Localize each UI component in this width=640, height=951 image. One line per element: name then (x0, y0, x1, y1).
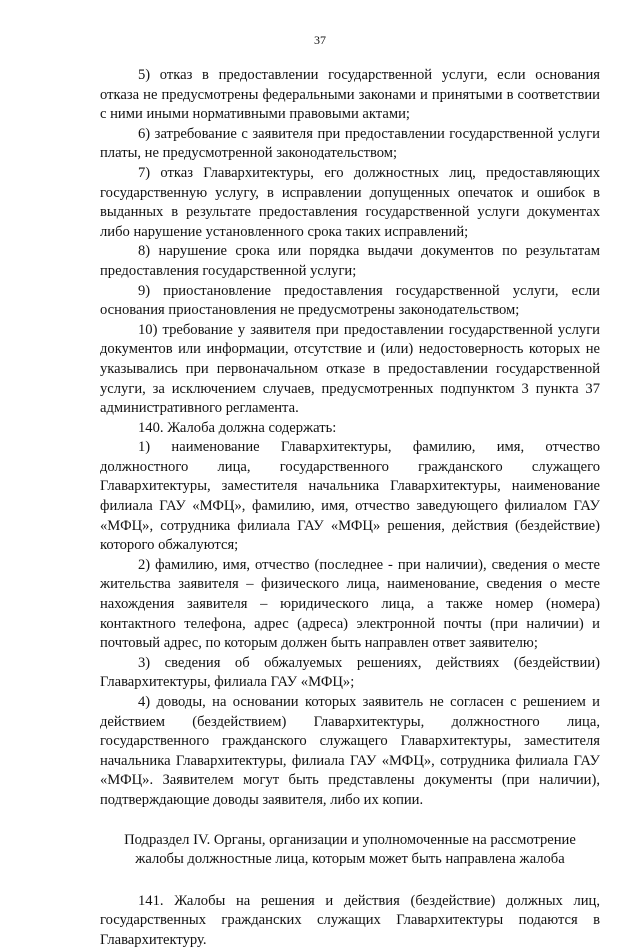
subsection-heading (100, 831, 600, 870)
page-number: 37 (314, 33, 326, 47)
subsection-heading-line-2: жалобы должностные лица, которым может быть направлена жалоба (135, 851, 565, 868)
paragraph-clause-140: 140. Жалоба должна содержать: (138, 419, 337, 436)
paragraph-clause-141: 141. Жалобы на решения и действия (бездействие) должных лиц, государственных гражданских служащих Главархитектуры подаются в Главархитектуру. (100, 892, 600, 948)
paragraph-item-5: 5) отказ в предоставлении государственной услуги, если основания отказа не предусмотрены федеральными законами и принятыми в соответствии с ними иными нормативными правовыми актами; (100, 67, 600, 123)
paragraph-140-item-2: 2) фамилию, имя, отчество (последнее - при наличии), сведения о месте жительства заявителя – физического лица, наименование, сведения о месте нахождения заявителя – юридического лица, а также номер (номера) контактного телефона, адрес (адреса) электронной почты (при наличии) и почтовый адрес, по которым должен быть направлен ответ заявителю; (100, 556, 600, 652)
paragraph-140-item-1: 1) наименование Главархитектуры, фамилию, имя, отчество должностного лица, государственного гражданского служащего Главархитектуры, заместителя начальника Главархитектуры, наименование филиала ГАУ «МФЦ», фамилию, имя, отчество заведующего филиалом ГАУ «МФЦ», сотрудника филиала ГАУ «МФЦ» решения, действия (бездействие) которого обжалуются; (100, 439, 600, 554)
subsection-heading-line-1: Подраздел IV. Органы, организации и уполномоченные на рассмотрение (124, 831, 576, 848)
paragraph-item-8: 8) нарушение срока или порядка выдачи документов по результатам предоставления государственной услуги; (100, 243, 600, 279)
paragraph-item-10: 10) требование у заявителя при предоставлении государственной услуги документов или информации, отсутствие и (или) недостоверность которых не указывались при первоначальном отказе в предоставлении государственной услуги, за исключением случаев, предусмотренных подпунктом 3 пункта 37 административного регламента. (100, 321, 600, 417)
paragraph-item-7: 7) отказ Главархитектуры, его должностных лиц, предоставляющих государственную услугу, в исправлении допущенных опечаток и ошибок в выданных в результате предоставления государственной услуги документах либо нарушение установленного срока таких исправлений; (100, 164, 600, 240)
paragraph-item-6: 6) затребование с заявителя при предоставлении государственной услуги платы, не предусмотренной законодательством; (100, 125, 600, 162)
paragraph-item-9: 9) приостановление предоставления государственной услуги, если основания приостановления не предусмотрены законодательством; (100, 282, 600, 319)
paragraph-140-item-3: 3) сведения об обжалуемых решениях, действиях (бездействии) Главархитектуры, филиала ГАУ «МФЦ»; (100, 654, 600, 691)
document-body (100, 66, 600, 951)
paragraph-140-item-4: 4) доводы, на основании которых заявитель не согласен с решением и действием (бездействием) Главархитектуры, должностного лица, государственного гражданского служащего Главархитектуры, заместителя начальника Главархитектуры, филиала ГАУ «МФЦ», сотрудника филиала ГАУ «МФЦ». Заявителем могут быть представлены документы (при наличии), подтверждающие доводы заявителя, либо их копии. (100, 694, 600, 808)
